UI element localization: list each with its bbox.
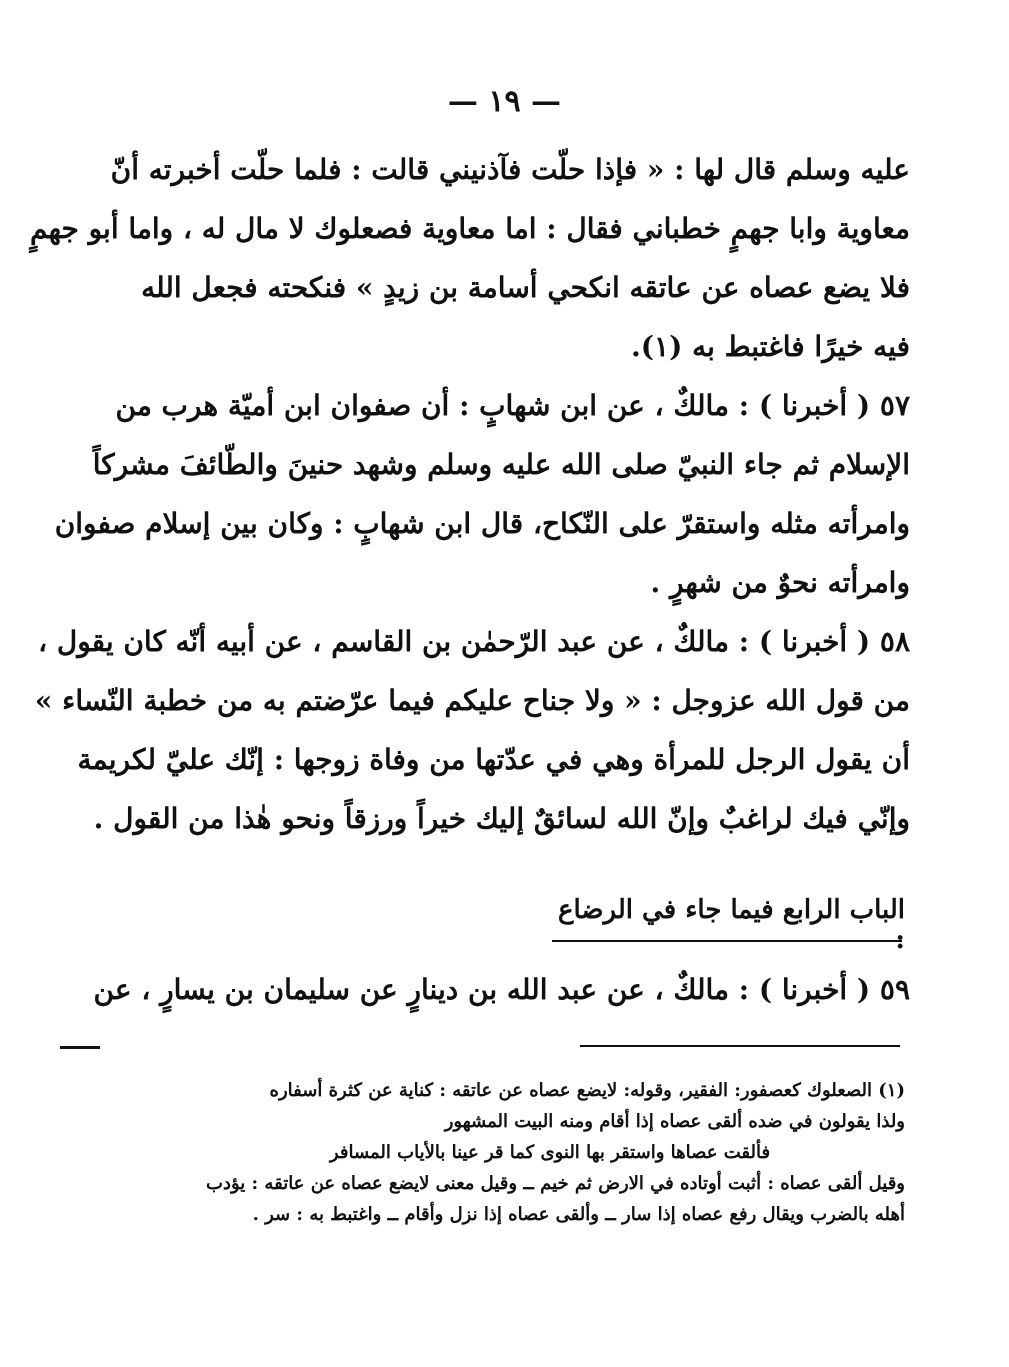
text-line: وإنّي فيك لراغبٌ وإنّ الله لسائقٌ إليك خيراً ورزقاً ونحو هٰذا من القول . — [93, 802, 910, 835]
footnote-line: وقيل ألقى عصاه : أثبت أوتاده في الارض ثم خيم ــ وقيل معنى لايضع عصاه عن عاتقه : يؤدب — [205, 1173, 905, 1194]
heading-underline — [552, 940, 902, 942]
text-line: ٥٧ ( أخبرنا ) : مالكٌ ، عن ابن شهابٍ : أن صفوان ابن أميّة هرب من — [115, 389, 910, 422]
footnote-line: (١) الصعلوك كعصفور: الفقير، وقوله: لايضع عصاه عن عاتقه : كناية عن كثرة أسفاره — [269, 1080, 905, 1101]
section-heading: الباب الرابع فيما جاء في الرضاع : — [558, 895, 905, 955]
text-line: الإسلام ثم جاء النبيّ صلى الله عليه وسلم وشهد حنينَ والطّائفَ مشركاً — [92, 448, 910, 481]
text-line: ٥٩ ( أخبرنا ) : مالكٌ ، عن عبد الله بن دينارٍ عن سليمان بن يسارٍ ، عن — [93, 973, 910, 1006]
text-line: ٥٨ ( أخبرنا ) : مالكٌ ، عن عبد الرّحمٰن بن القاسم ، عن أبيه أنّه كان يقول ، — [38, 625, 910, 658]
footnote-verse: فألقت عصاها واستقر بها النوى كما قر عينا بالأياب المسافر — [329, 1142, 771, 1163]
footnote-line: ولذا يقولون في ضده ألقى عصاه إذا أقام ومنه البيت المشهور — [444, 1111, 905, 1132]
text-line: فلا يضع عصاه عن عاتقه انكحي أسامة بن زيدٍ » فنكحته فجعل الله — [141, 271, 910, 304]
text-line: وامرأته نحوٌ من شهرٍ . — [650, 566, 910, 599]
footnotes — [195, 1075, 905, 1230]
text-line: وامرأته مثله واستقرّ على النّكاح، قال ابن شهابٍ : وكان بين إسلام صفوان — [54, 507, 910, 540]
text-line: فيه خيرًا فاغتبط به (١). — [631, 330, 910, 363]
page-number: — ١٩ — — [447, 84, 562, 119]
text-line: معاوية وابا جهمٍ خطباني فقال : اما معاوية فصعلوك لا مال له ، واما أبو جهمٍ — [29, 212, 910, 245]
continuation-text — [93, 960, 910, 1019]
footnote-separator — [580, 1045, 900, 1047]
text-line: من قول الله عزوجل : « ولا جناح عليكم فيما عرّضتم به من خطبة النّساء » — [34, 684, 910, 717]
text-line: أن يقول الرجل للمرأة وهي في عدّتها من وفاة زوجها : إنّك عليّ لكريمة — [77, 743, 910, 776]
margin-mark — [60, 1046, 100, 1049]
text-line: عليه وسلم قال لها : « فإذا حلّت فآذنيني قالت : فلما حلّت أخبرته أنّ — [110, 153, 910, 186]
footnote-line: أهله بالضرب ويقال رفع عصاه إذا سار ــ وألقى عصاه إذا نزل وأقام ــ واغتبط به : سر . — [252, 1204, 905, 1225]
main-text — [29, 140, 910, 848]
